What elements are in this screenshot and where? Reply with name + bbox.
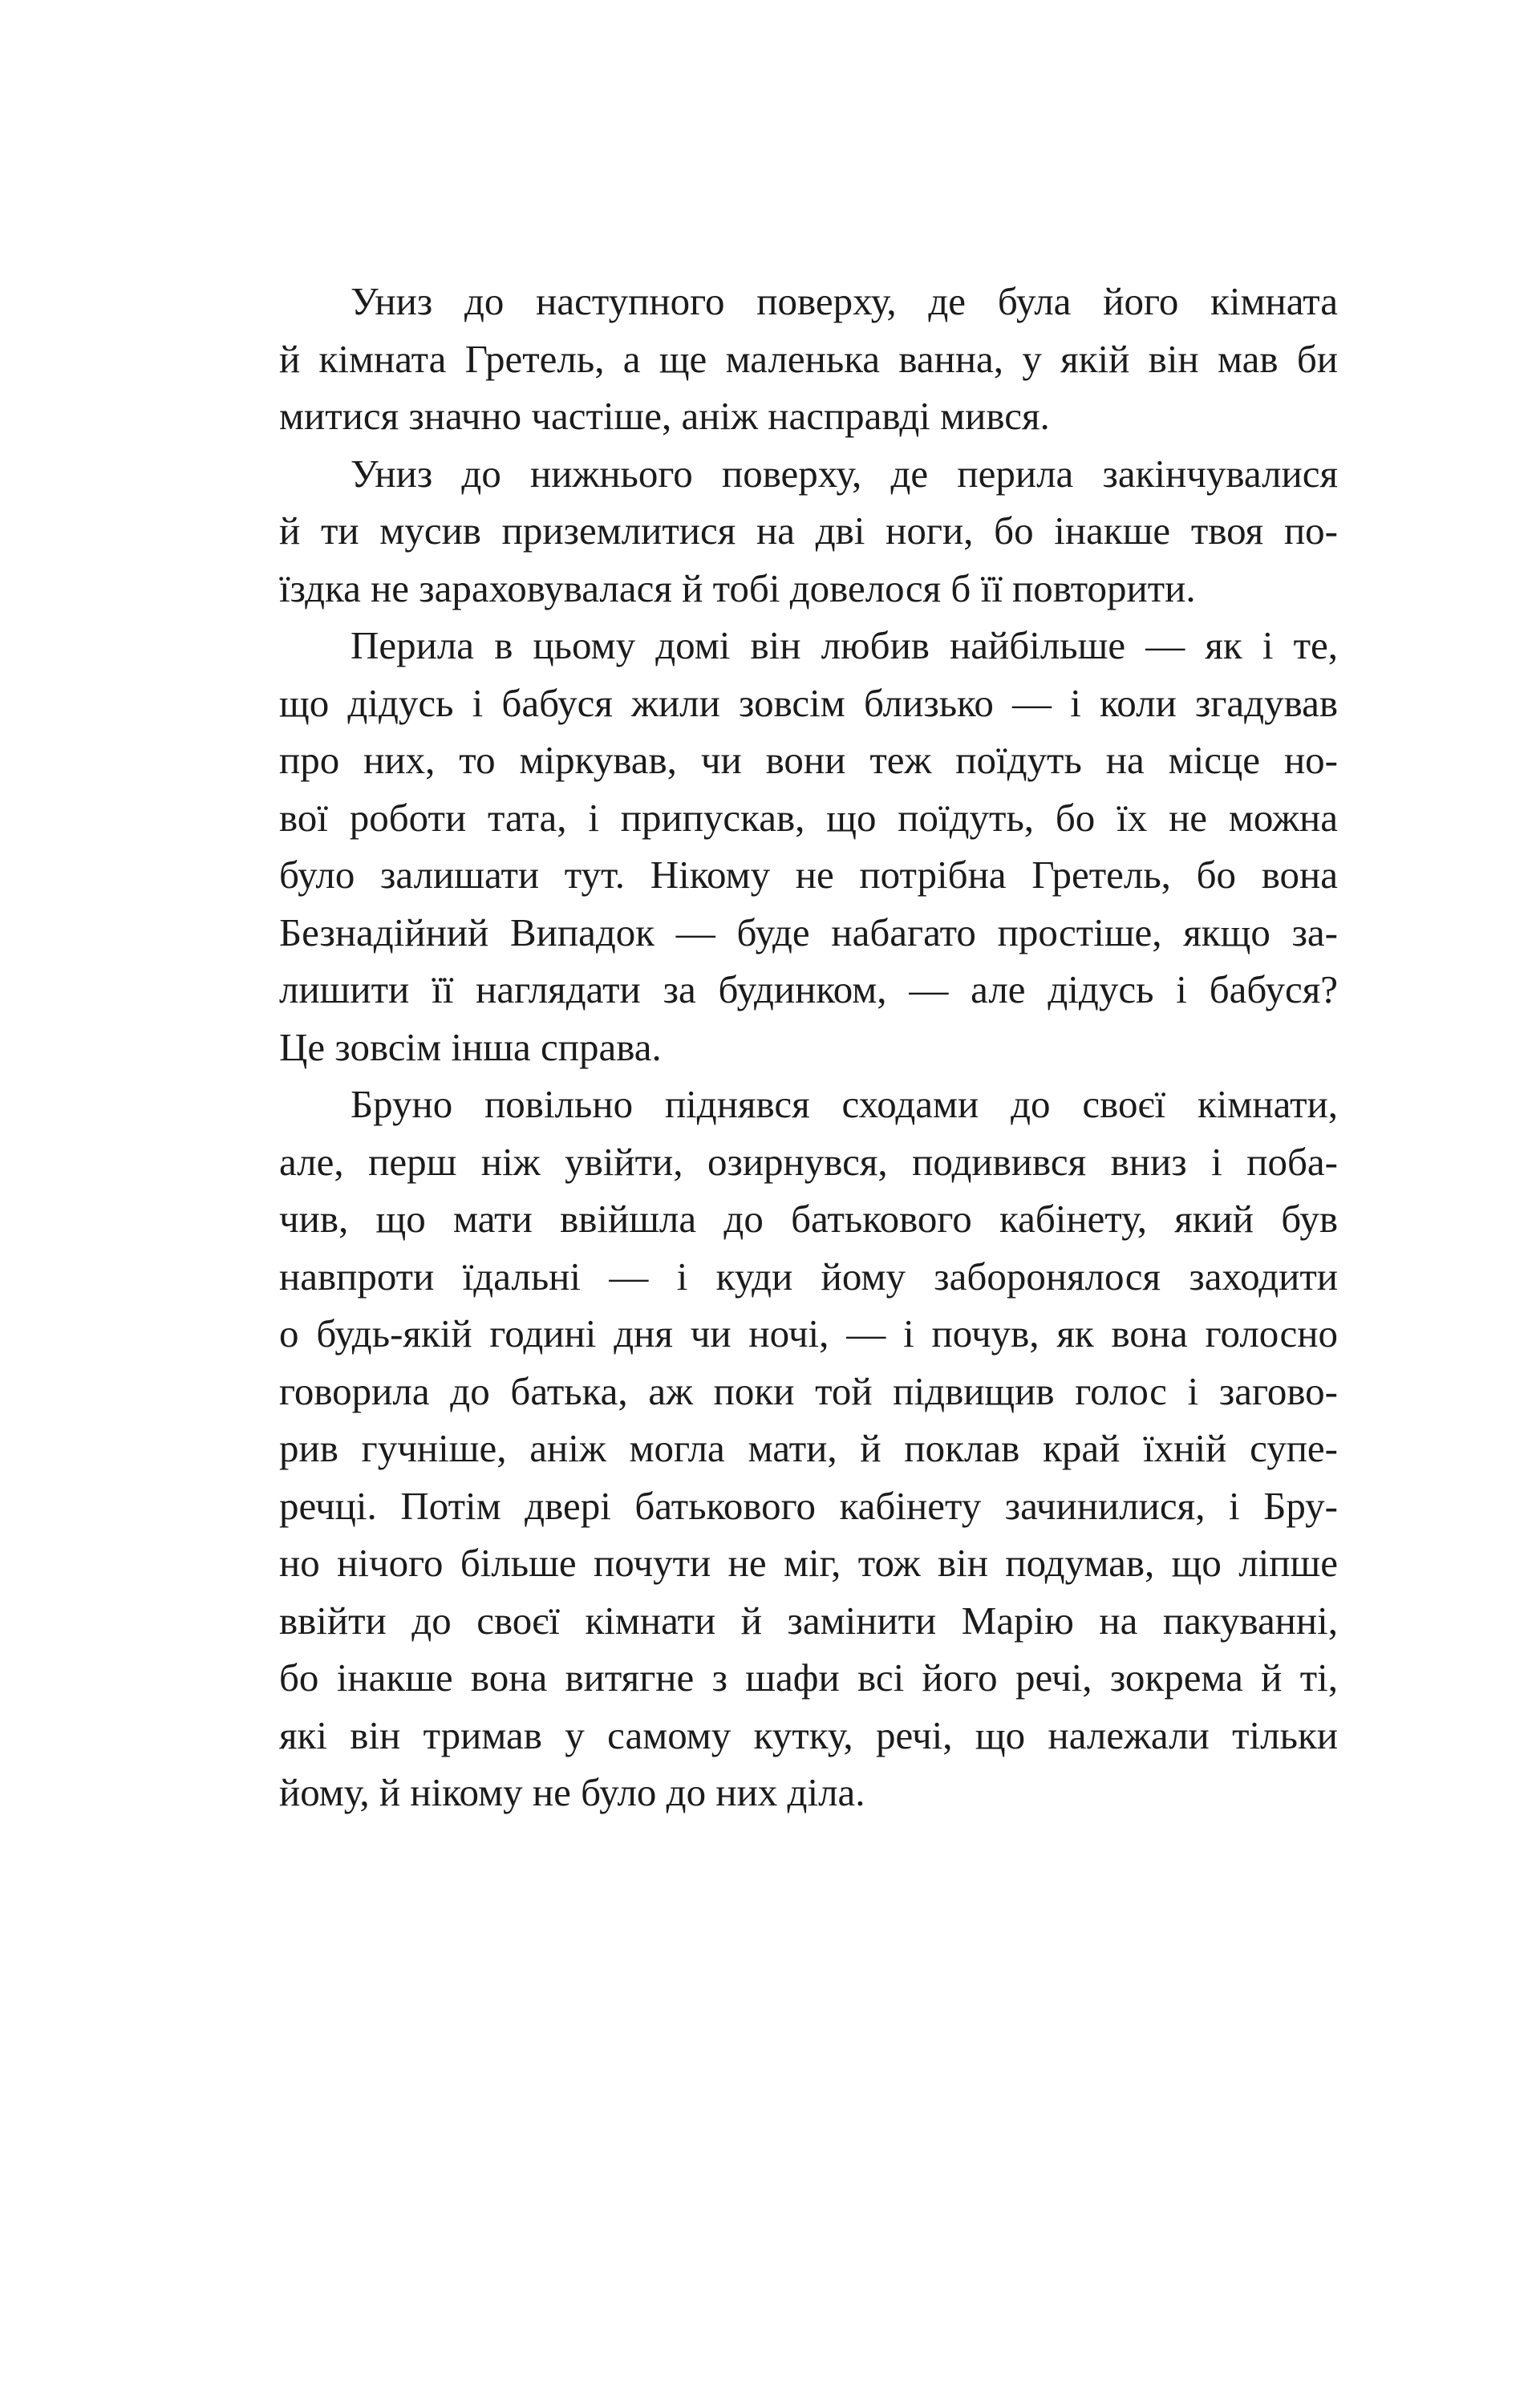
text-line: що дідусь і бабуся жили зовсім близько — і коли згадував — [279, 680, 1338, 725]
text-line: й ти мусив приземлитися на дві ноги, бо інакше твоя по- — [279, 509, 1338, 553]
text-line: бо інакше вона витягне з шафи всі його речі, зокрема й ті, — [279, 1655, 1338, 1700]
text-line: о будь-якій годині дня чи ночі, — і почув, як вона голосно — [279, 1311, 1338, 1355]
text-line: було залишати тут. Нікому не потрібна Гретель, бо вона — [279, 853, 1338, 897]
text-line: Униз до наступного поверху, де була його кімната — [351, 279, 1338, 323]
text-line: Це зовсім інша справа. — [279, 1024, 662, 1069]
body-text — [279, 273, 1338, 1821]
text-line: Безнадійний Випадок — буде набагато простіше, якщо за- — [279, 910, 1338, 954]
paragraph-2 — [279, 445, 1338, 618]
text-line: Перила в цьому домі він любив найбільше — як і те, — [351, 623, 1338, 667]
text-line: рив гучніше, аніж могла мати, й поклав край їхній супе- — [279, 1426, 1338, 1470]
text-line: про них, то міркував, чи вони теж поїдуть на місце но- — [279, 738, 1338, 782]
text-line: чив, що мати ввійшла до батькового кабінету, який був — [279, 1197, 1338, 1241]
text-line: їздка не зараховувалася й тобі довелося б її повторити. — [279, 565, 1196, 610]
paragraph-3 — [279, 617, 1338, 1076]
text-line: лишити її наглядати за будинком, — але дідусь і бабуся? — [279, 967, 1338, 1011]
text-line: вої роботи тата, і припускав, що поїдуть, бо їх не можна — [279, 795, 1338, 840]
text-line: але, перш ніж увійти, озирнувся, подивився вниз і поба- — [279, 1139, 1338, 1184]
text-line: митися значно частіше, аніж насправді мився. — [279, 394, 1050, 438]
text-line: ввійти до своєї кімнати й замінити Марію на пакуванні, — [279, 1598, 1338, 1643]
text-line: речці. Потім двері батькового кабінету зачинилися, і Бру- — [279, 1483, 1338, 1528]
text-line: йому, й нікому не було до них діла. — [279, 1770, 865, 1814]
paragraph-1 — [279, 273, 1338, 445]
paragraph-4 — [279, 1076, 1338, 1821]
text-line: й кімната Гретель, а ще маленька ванна, у якій він мав би — [279, 336, 1338, 381]
text-line: но нічого більше почути не міг, тож він подумав, що ліпше — [279, 1541, 1338, 1585]
text-line: говорила до батька, аж поки той підвищив голос і загово- — [279, 1368, 1338, 1413]
text-line: які він тримав у самому кутку, речі, що належали тільки — [279, 1712, 1338, 1757]
text-line: Униз до нижнього поверху, де перила закінчувалися — [351, 451, 1338, 496]
text-line: навпроти їдальні — і куди йому заборонялося заходити — [279, 1254, 1338, 1299]
text-line: Бруно повільно піднявся сходами до своєї кімнати, — [351, 1082, 1338, 1126]
